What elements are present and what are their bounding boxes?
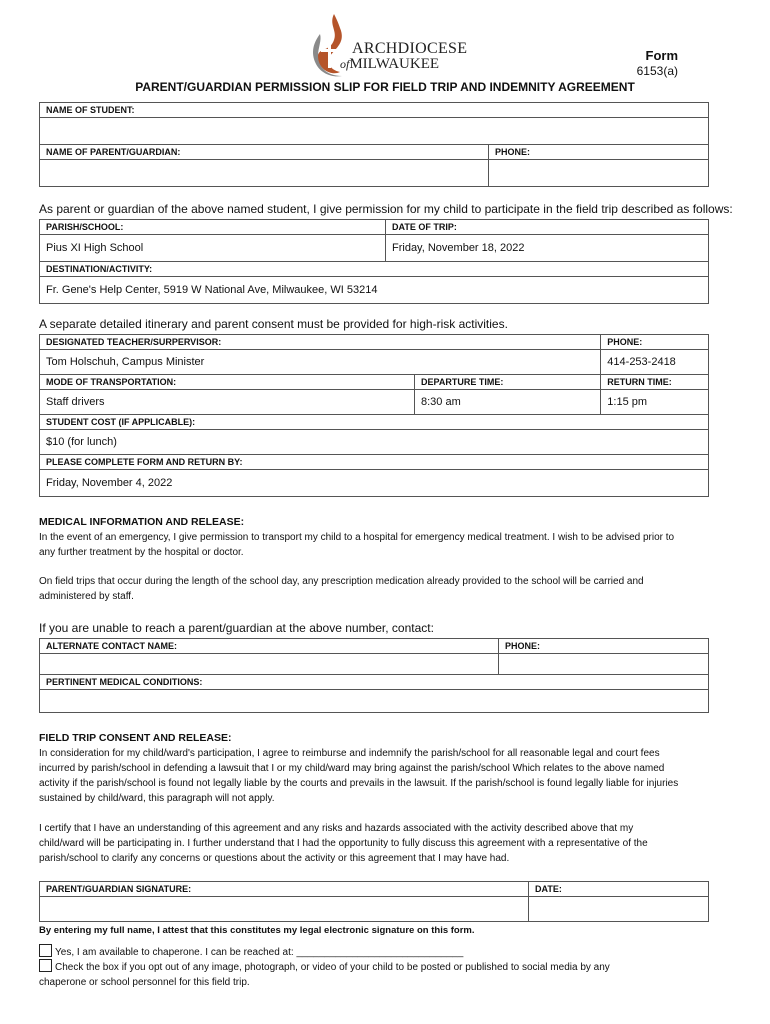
- return-by-field[interactable]: Friday, November 4, 2022: [40, 470, 709, 497]
- alternate-contact-field[interactable]: [40, 654, 499, 675]
- teacher-label: DESIGNATED TEACHER/SURPERVISOR:: [40, 335, 601, 350]
- parish-label: PARISH/SCHOOL:: [40, 220, 386, 235]
- cost-label: STUDENT COST (IF APPLICABLE):: [40, 415, 709, 430]
- signature-date-label: DATE:: [529, 882, 709, 897]
- departure-label: DEPARTURE TIME:: [415, 375, 601, 390]
- signature-date-field[interactable]: [529, 897, 709, 922]
- medical-paragraph-1: In the event of an emergency, I give permission to transport my child to a hospital for emergency medical treatment. I wish to be advised prior to any further treatment by the hospital or doctor.: [39, 532, 675, 558]
- form-label: Form: [645, 48, 678, 63]
- signature-field[interactable]: [40, 897, 529, 922]
- permission-statement: As parent or guardian of the above named student, I give permission for my child to participate in the field trip described as follows:: [39, 202, 733, 216]
- alternate-contact-label: ALTERNATE CONTACT NAME:: [40, 639, 499, 654]
- student-name-field[interactable]: [40, 118, 709, 145]
- destination-field[interactable]: Fr. Gene's Help Center, 5919 W National Ave, Milwaukee, WI 53214: [40, 277, 709, 304]
- student-name-label: NAME OF STUDENT:: [40, 103, 709, 118]
- parent-name-field[interactable]: [40, 160, 489, 187]
- form-number: 6153(a): [636, 64, 678, 78]
- chaperone-checkbox[interactable]: [39, 944, 52, 957]
- teacher-field[interactable]: Tom Holschuh, Campus Minister: [40, 350, 601, 375]
- alternate-contact-table: [39, 638, 709, 713]
- parent-name-label: NAME OF PARENT/GUARDIAN:: [40, 145, 489, 160]
- attest-note: By entering my full name, I attest that this constitutes my legal electronic signature on this form.: [39, 925, 475, 936]
- consent-heading: FIELD TRIP CONSENT AND RELEASE:: [39, 732, 232, 744]
- chaperone-option: [39, 944, 729, 960]
- optout-text-1: Check the box if you opt out of any image, photograph, or video of your child to be posted or published to social media by any: [55, 962, 610, 973]
- unable-contact-statement: If you are unable to reach a parent/guardian at the above number, contact:: [39, 621, 434, 635]
- itinerary-note: A separate detailed itinerary and parent consent must be provided for high-risk activities.: [39, 317, 508, 331]
- parish-field[interactable]: Pius XI High School: [40, 235, 386, 262]
- logistics-table: [39, 334, 709, 497]
- archdiocese-logo: [300, 12, 470, 82]
- return-by-label: PLEASE COMPLETE FORM AND RETURN BY:: [40, 455, 709, 470]
- logo-text-milwaukee: ofMILWAUKEE: [340, 56, 440, 72]
- medical-conditions-label: PERTINENT MEDICAL CONDITIONS:: [40, 675, 709, 690]
- signature-label: PARENT/GUARDIAN SIGNATURE:: [40, 882, 529, 897]
- cost-field[interactable]: $10 (for lunch): [40, 430, 709, 455]
- chaperone-text: Yes, I am available to chaperone. I can be reached at: ______________________________: [55, 947, 464, 958]
- consent-paragraph-2: I certify that I have an understanding of this agreement and any risks and hazards associated with the activity described above that my child/ward will be participating in. I further understand that I had the opportunity to fully discuss this agreement with a representative of the parish/school to clarify any concerns or questions about the activity or this agreement that I may have had.: [39, 823, 648, 864]
- teacher-phone-field[interactable]: 414-253-2418: [601, 350, 709, 375]
- departure-field[interactable]: 8:30 am: [415, 390, 601, 415]
- optout-option: [39, 959, 729, 990]
- trip-table: [39, 219, 709, 304]
- optout-checkbox[interactable]: [39, 959, 52, 972]
- optout-text-2: chaperone or school personnel for this field trip.: [39, 977, 250, 988]
- return-time-label: RETURN TIME:: [601, 375, 709, 390]
- alternate-phone-field[interactable]: [499, 654, 709, 675]
- parent-phone-label: PHONE:: [489, 145, 709, 160]
- transport-label: MODE OF TRANSPORTATION:: [40, 375, 415, 390]
- teacher-phone-label: PHONE:: [601, 335, 709, 350]
- destination-label: DESTINATION/ACTIVITY:: [40, 262, 709, 277]
- alternate-phone-label: PHONE:: [499, 639, 709, 654]
- logo-text-archdiocese: ARCHDIOCESE: [352, 40, 468, 57]
- student-parent-table: [39, 102, 709, 187]
- page-title: PARENT/GUARDIAN PERMISSION SLIP FOR FIELD TRIP AND INDEMNITY AGREEMENT: [135, 80, 635, 94]
- parent-phone-field[interactable]: [489, 160, 709, 187]
- return-time-field[interactable]: 1:15 pm: [601, 390, 709, 415]
- transport-field[interactable]: Staff drivers: [40, 390, 415, 415]
- medical-conditions-field[interactable]: [40, 690, 709, 713]
- trip-date-label: DATE OF TRIP:: [386, 220, 709, 235]
- medical-paragraph-2: On field trips that occur during the length of the school day, any prescription medication already provided to the school will be carried and administered by staff.: [39, 576, 644, 602]
- signature-table: [39, 881, 709, 922]
- trip-date-field[interactable]: Friday, November 18, 2022: [386, 235, 709, 262]
- medical-heading: MEDICAL INFORMATION AND RELEASE:: [39, 516, 245, 528]
- consent-paragraph-1: In consideration for my child/ward's participation, I agree to reimburse and indemnify the parish/school for all reasonable legal and court fees incurred by parish/school in defending a lawsuit that I or my child/ward may bring against the parish/school Which relates to the above named activity if the parish/school is found not legally liable by the courts and prevails in the lawsuit. If the parish/school is found legally liable for injuries sustained by child/ward, this paragraph will not apply.: [39, 748, 679, 804]
